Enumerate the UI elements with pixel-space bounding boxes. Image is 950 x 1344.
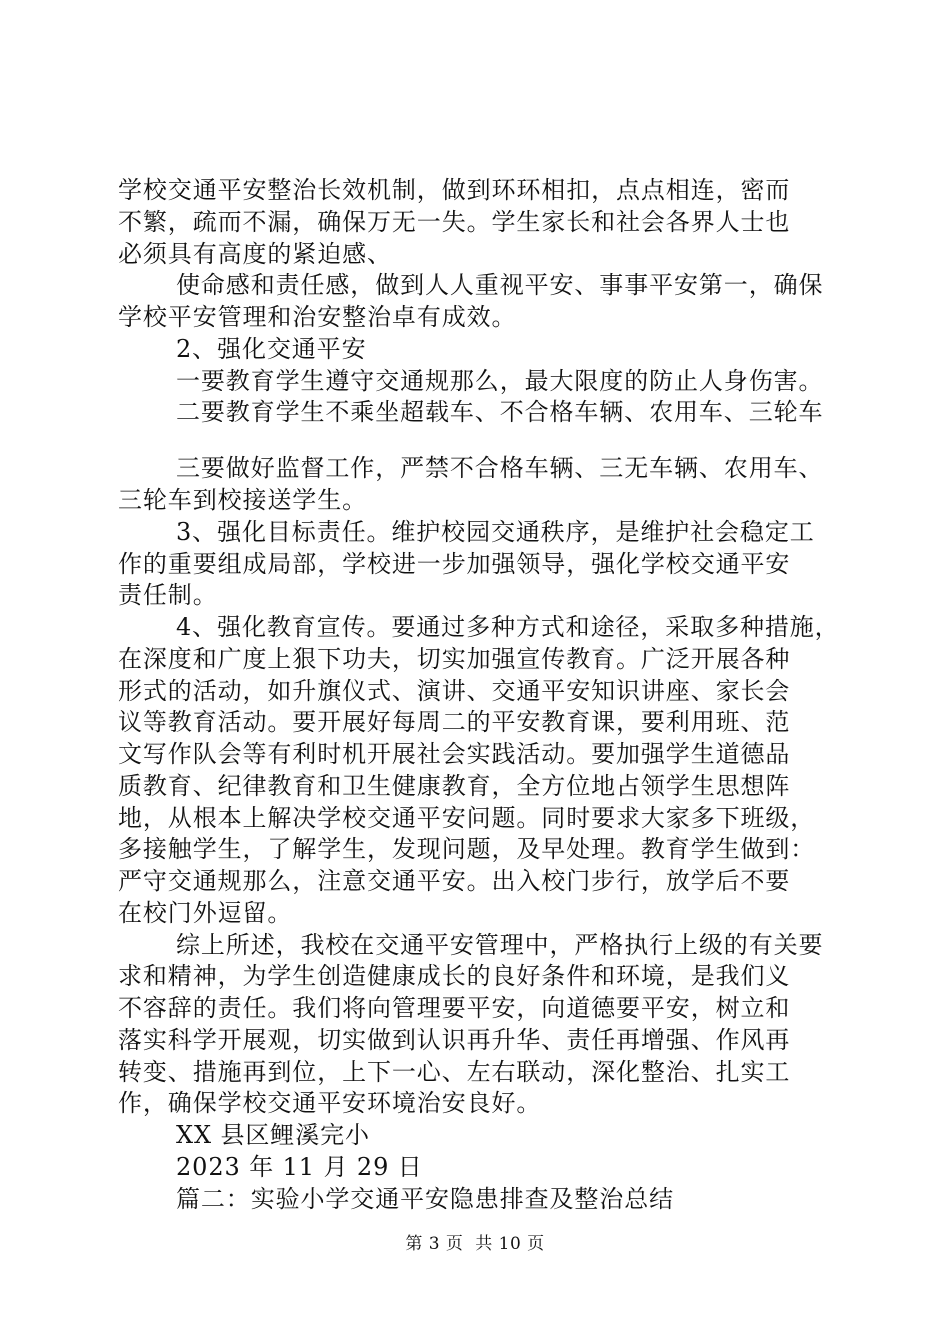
- signature-org: XX 县区鲤溪完小: [176, 1121, 370, 1149]
- signature-date: 2023 年 11 月 29 日: [176, 1153, 423, 1181]
- text-line: 多接触学生，了解学生，发现问题，及早处理。教育学生做到：: [118, 835, 816, 863]
- text-line: 责任制。: [118, 581, 218, 609]
- text-line: 质教育、纪律教育和卫生健康教育，全方位地占领学生思想阵: [118, 772, 791, 800]
- page-footer: 第 3 页 共 10 页: [405, 1234, 545, 1254]
- text-line: 形式的活动，如升旗仪式、演讲、交通平安知识讲座、家长会: [118, 677, 791, 705]
- next-article-title: 篇二：实验小学交通平安隐患排查及整治总结: [176, 1185, 674, 1213]
- text-line: 在深度和广度上狠下功夫，切实加强宣传教育。广泛开展各种: [118, 645, 791, 673]
- text-line: 作的重要组成局部，学校进一步加强领导，强化学校交通平安: [118, 550, 791, 578]
- text-line: 三轮车到校接送学生。: [118, 486, 367, 514]
- text-line: 一要教育学生遵守交通规那么，最大限度的防止人身伤害。: [176, 367, 824, 395]
- text-line: 不繁，疏而不漏，确保万无一失。学生家长和社会各界人士也: [118, 208, 791, 236]
- text-line: 文写作队会等有利时机开展社会实践活动。要加强学生道德品: [118, 740, 791, 768]
- text-line: 在校门外逗留。: [118, 899, 293, 927]
- text-line: 3、强化目标责任。维护校园交通秩序，是维护社会稳定工: [176, 518, 815, 546]
- text-line: 综上所述，我校在交通平安管理中，严格执行上级的有关要: [176, 931, 824, 959]
- text-line: 三要做好监督工作，严禁不合格车辆、三无车辆、农用车、: [176, 454, 824, 482]
- text-line: 落实科学开展观，切实做到认识再升华、责任再增强、作风再: [118, 1026, 791, 1054]
- text-line: 二要教育学生不乘坐超载车、不合格车辆、农用车、三轮车: [176, 398, 824, 426]
- text-line: 必须具有高度的紧迫感、: [118, 240, 392, 268]
- text-line: 地，从根本上解决学校交通平安问题。同时要求大家多下班级，: [118, 804, 816, 832]
- text-line: 转变、措施再到位，上下一心、左右联动，深化整治、扎实工: [118, 1058, 791, 1086]
- text-line: 使命感和责任感，做到人人重视平安、事事平安第一，确保: [176, 271, 824, 299]
- section-heading: 2、强化交通平安: [176, 335, 367, 363]
- text-line: 作，确保学校交通平安环境治安良好。: [118, 1089, 542, 1117]
- text-line: 学校平安管理和治安整治卓有成效。: [118, 303, 517, 331]
- text-line: 严守交通规那么，注意交通平安。出入校门步行，放学后不要: [118, 867, 791, 895]
- text-line: 4、强化教育宣传。要通过多种方式和途径，采取多种措施，: [176, 613, 840, 641]
- text-line: 求和精神，为学生创造健康成长的良好条件和环境，是我们义: [118, 962, 791, 990]
- text-line: 学校交通平安整治长效机制，做到环环相扣，点点相连，密而: [118, 176, 791, 204]
- text-line: 不容辞的责任。我们将向管理要平安，向道德要平安，树立和: [118, 994, 791, 1022]
- text-line: 议等教育活动。要开展好每周二的平安教育课，要利用班、范: [118, 708, 791, 736]
